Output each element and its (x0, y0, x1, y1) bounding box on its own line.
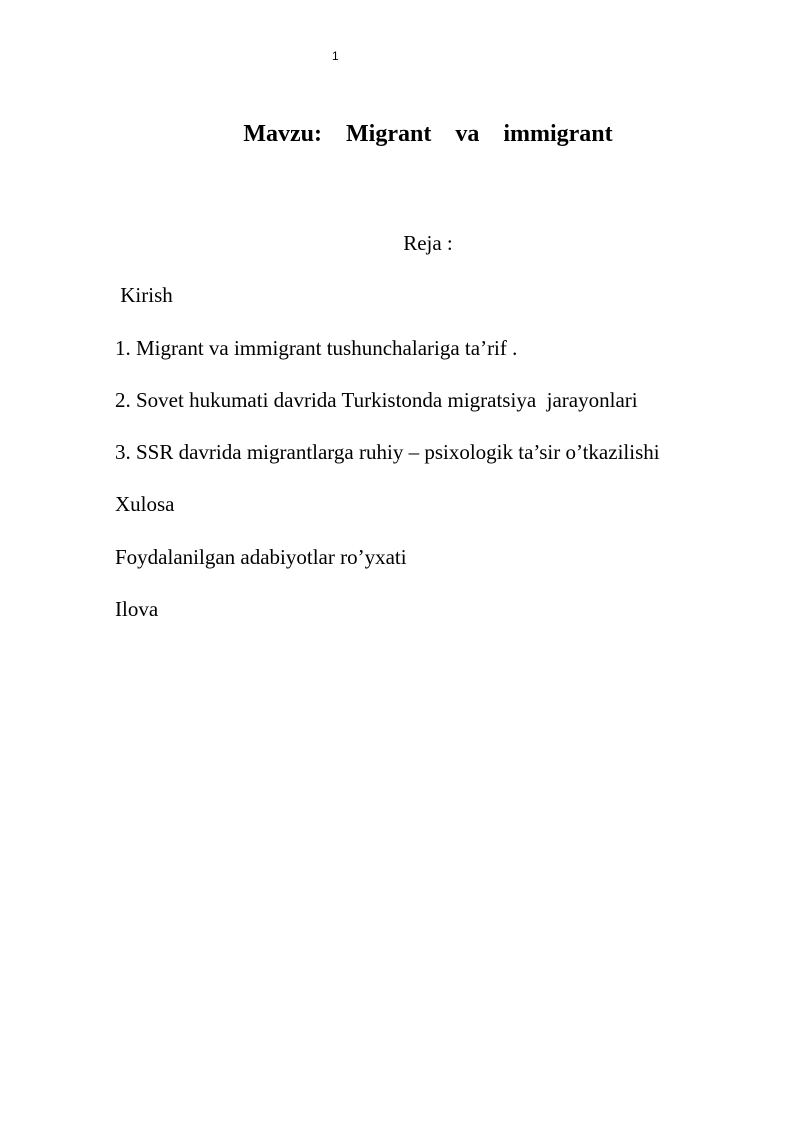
toc-item-introduction: Kirish (115, 283, 173, 307)
toc-item-1: 1. Migrant va immigrant tushunchalariga ta’rif . (115, 336, 518, 360)
plan-heading: Reja : (403, 231, 453, 255)
toc-item-conclusion: Xulosa (115, 492, 175, 516)
toc-item-2: 2. Sovet hukumati davrida Turkistonda migratsiya jarayonlari (115, 388, 638, 412)
toc-item-3: 3. SSR davrida migrantlarga ruhiy – psixologik ta’sir o’tkazilishi (115, 440, 660, 464)
page-number: 1 (332, 49, 339, 63)
document-title: Mavzu: Migrant va immigrant (243, 121, 613, 147)
toc-item-appendix: Ilova (115, 597, 159, 621)
toc-item-references: Foydalanilgan adabiyotlar ro’yxati (115, 545, 407, 569)
